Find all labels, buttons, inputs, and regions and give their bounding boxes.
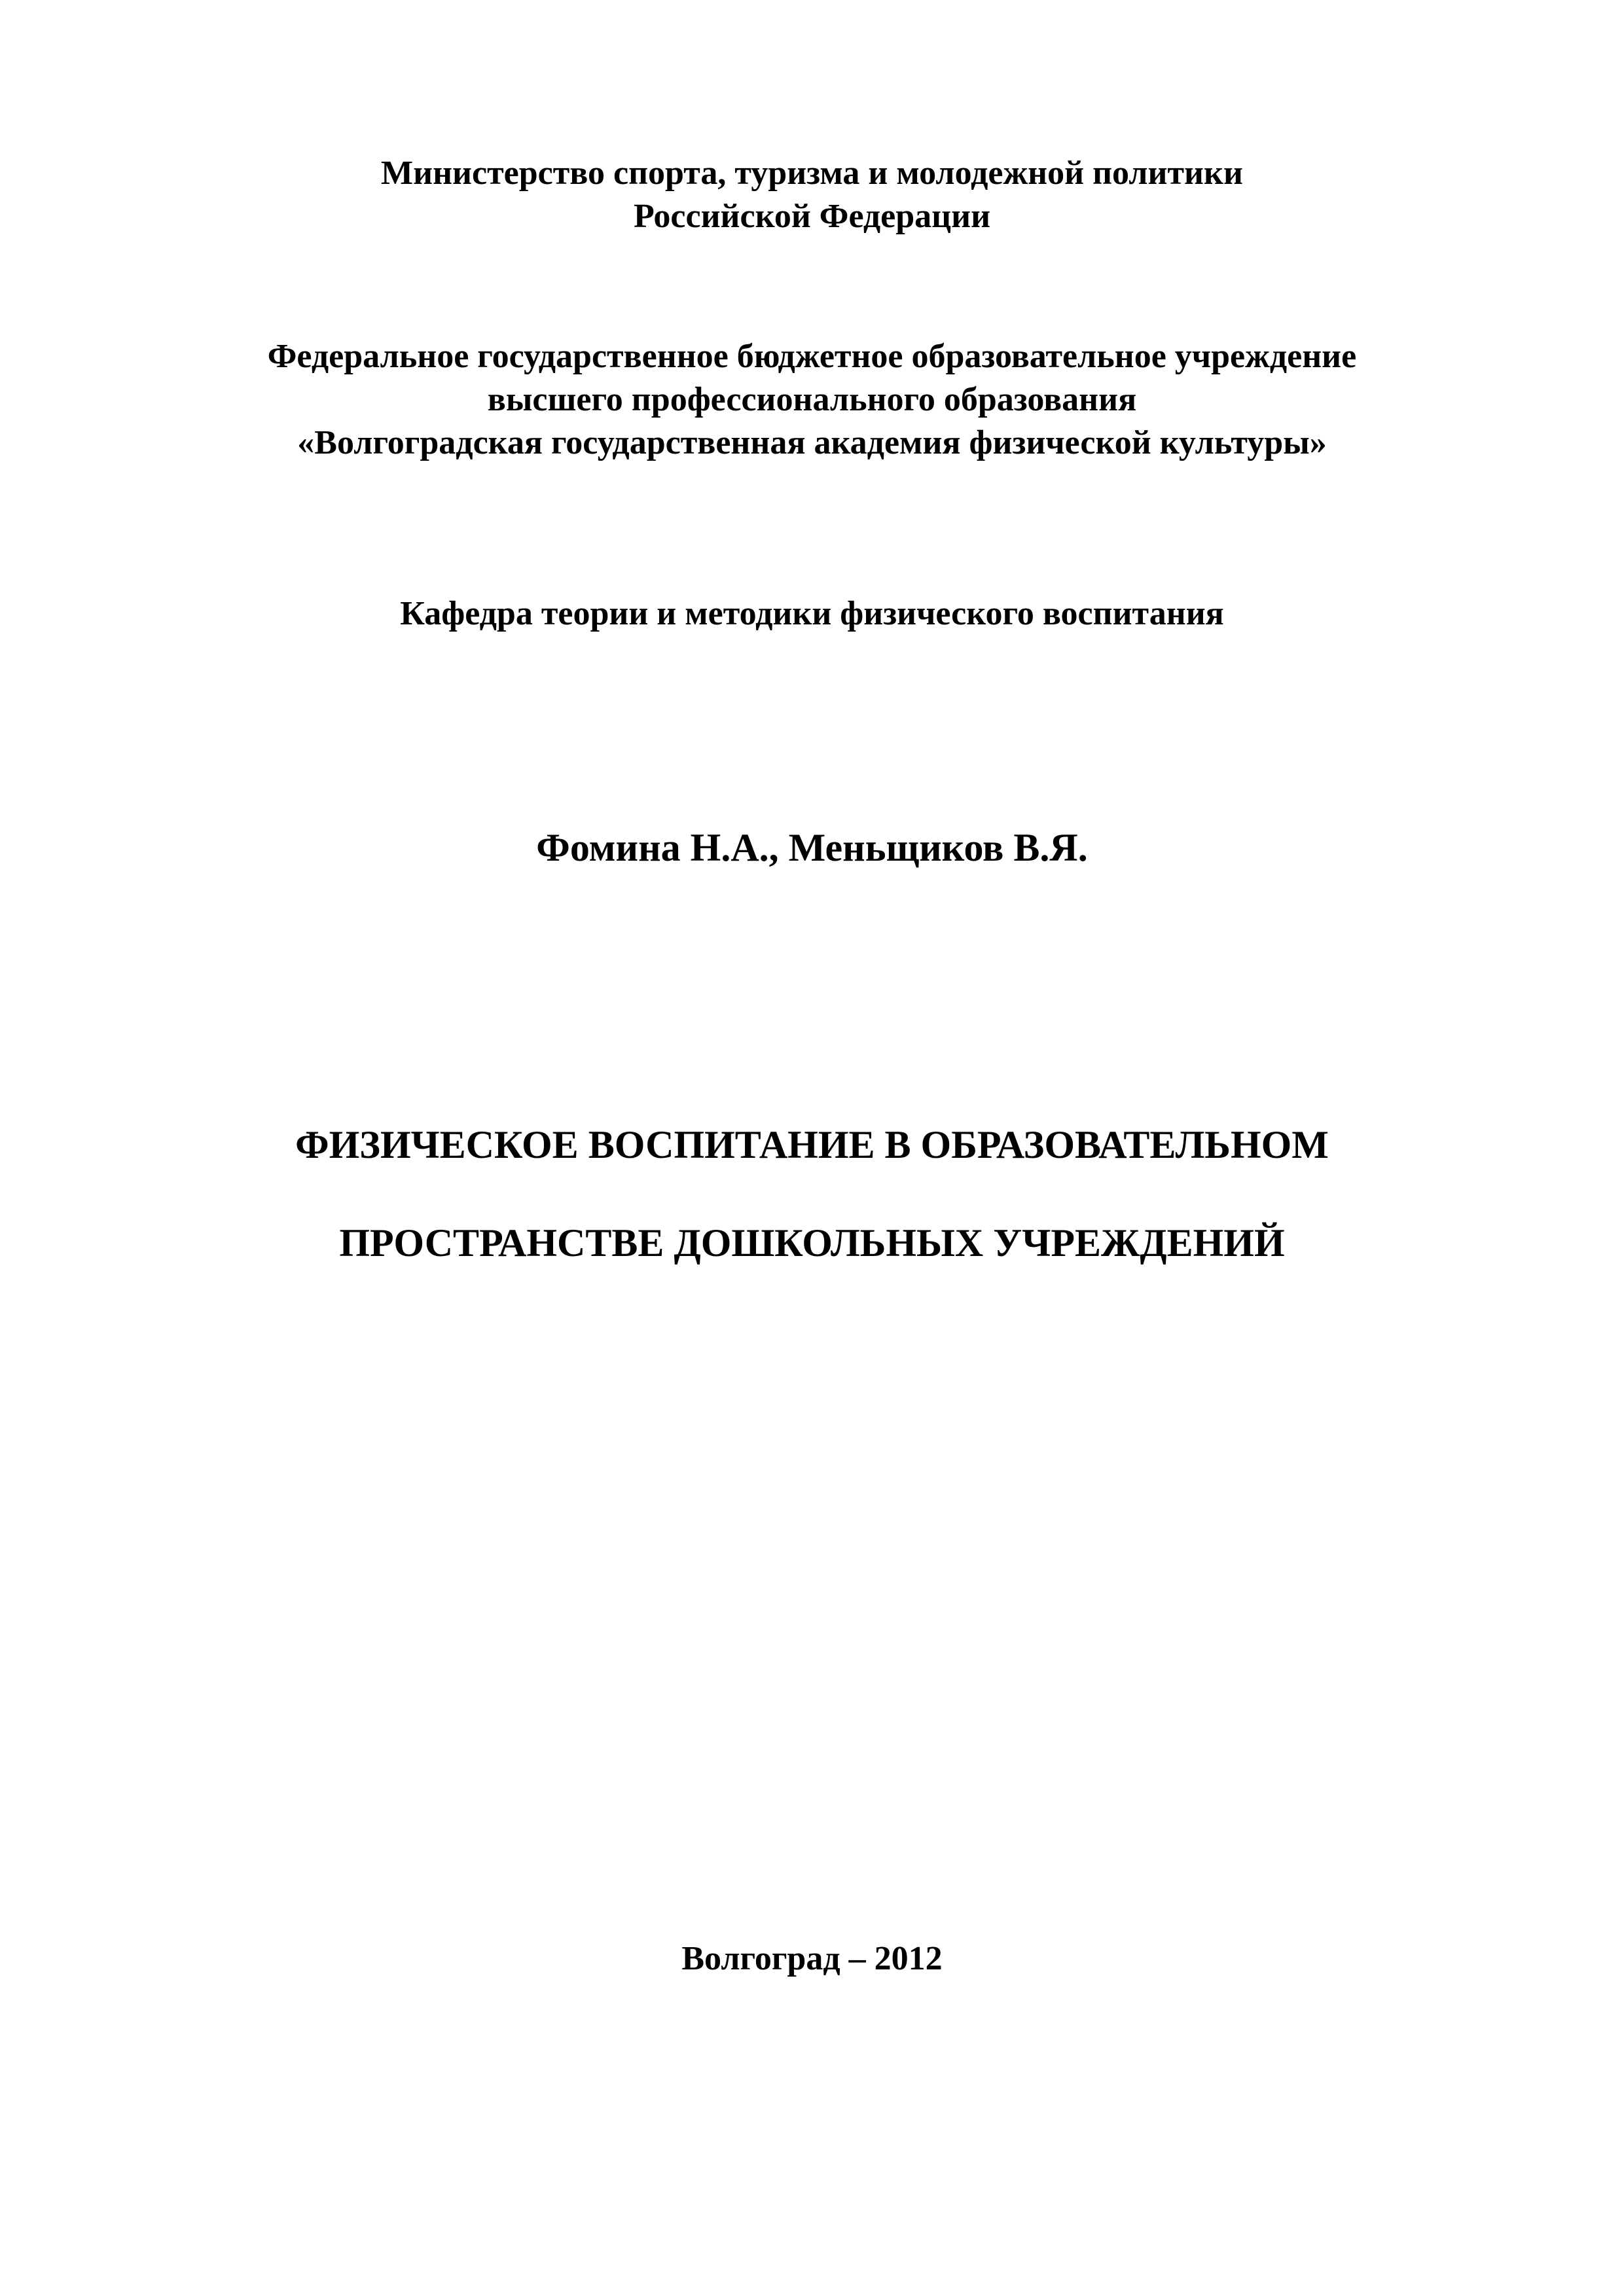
institution-header: [0, 335, 1624, 465]
department-line: Кафедра теории и методики физического воспитания: [400, 595, 1224, 632]
institution-line: Федеральное государственное бюджетное образовательное учреждение: [267, 338, 1357, 375]
document-title: [0, 1096, 1624, 1292]
ministry-header: [0, 152, 1624, 238]
institution-line: «Волгоградская государственная академия физической культуры»: [297, 424, 1327, 461]
authors-line: Фомина Н.А., Меньщиков В.Я.: [536, 826, 1088, 869]
imprint-line: Волгоград – 2012: [681, 1940, 943, 1977]
ministry-line: Российской Федерации: [633, 198, 991, 235]
authors: [0, 823, 1624, 872]
title-line: ПРОСТРАНСТВЕ ДОШКОЛЬНЫХ УЧРЕЖДЕНИЙ: [339, 1221, 1285, 1265]
title-line: ФИЗИЧЕСКОЕ ВОСПИТАНИЕ В ОБРАЗОВАТЕЛЬНОМ: [295, 1123, 1329, 1166]
institution-line: высшего профессионального образования: [487, 381, 1137, 418]
imprint: [0, 1937, 1624, 1981]
department-name: [0, 592, 1624, 636]
ministry-line: Министерство спорта, туризма и молодежной политики: [381, 154, 1243, 192]
